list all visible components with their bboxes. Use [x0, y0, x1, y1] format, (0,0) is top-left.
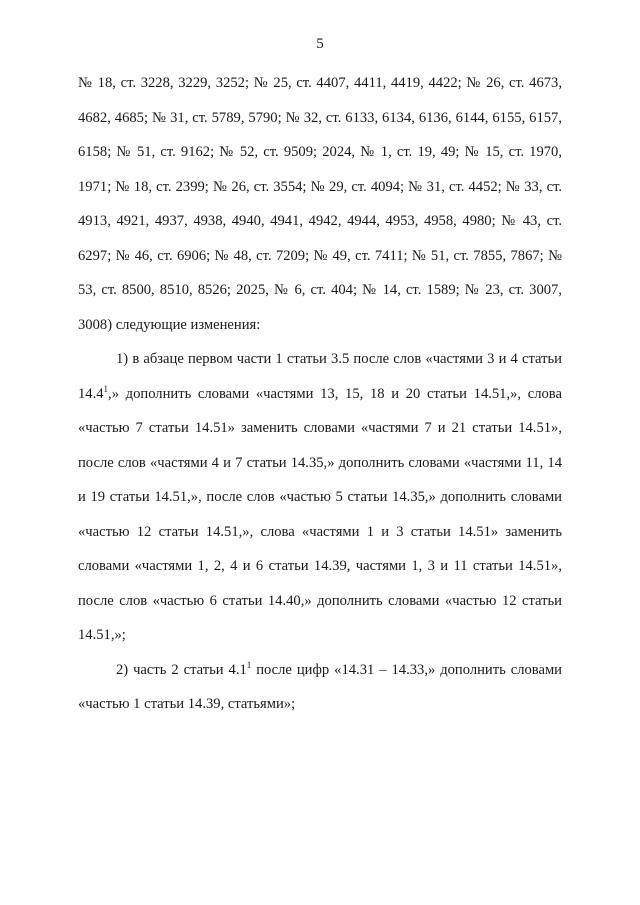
text-segment: после цифр «14.31 – 14.33,» дополнить словами «частью 1 статьи 14.39, статьями»;: [78, 661, 562, 712]
superscript: 1: [246, 659, 252, 670]
page-number: 5: [316, 36, 324, 52]
text-segment: 1) в абзаце первом части 1 статьи 3.5 после слов «частями 3 и 4 статьи 14.4: [78, 351, 562, 402]
text-segment: 2) часть 2 статьи 4.1: [116, 661, 247, 678]
text-segment: № 18, ст. 3228, 3229, 3252; № 25, ст. 4407, 4411, 4419, 4422; № 26, ст. 4673, 4682, 4685; № 31, ст. 5789, 5790; № 32, ст. 6133, 6134, 6136, 6144, 6155, 6157, 6158; № 51, ст. 9162; № 52, ст. 9509; 2024, № 1, ст. 19, 49; № 15, ст. 1970, 1971; № 18, ст. 2399; № 26, ст. 3554; № 29, ст. 4094; № 31, ст. 4452; № 33, ст. 4913, 4921, 4937, 4938, 4940, 4941, 4942, 4944, 4953, 4958, 4980; № 43, ст. 6297; № 46, ст. 6906; № 48, ст. 7209; № 49, ст. 7411; № 51, ст. 7855, 7867; № 53, ст. 8500, 8510, 8526; 2025, № 6, ст. 404; № 14, ст. 1589; № 23, ст. 3007, 3008) следующие изменения:: [78, 75, 562, 333]
text-segment: ,» дополнить словами «частями 13, 15, 18 и 20 статьи 14.51,», слова «частью 7 статьи 14.51» заменить словами «частями 7 и 21 статьи 14.51», после слов «частями 4 и 7 статьи 14.35,» дополнить словами «частями 11, 14 и 19 статьи 14.51,», после слов «частью 5 статьи 14.35,» дополнить словами «частью 12 статьи 14.51,», слова «частями 1 и 3 статьи 14.51» заменить словами «частями 1, 2, 4 и 6 статьи 14.39, частями 1, 3 и 11 статьи 14.51», после слов «частью 6 статьи 14.40,» дополнить словами «частью 12 статьи 14.51,»;: [78, 385, 562, 643]
paragraph-item-1: [78, 342, 562, 653]
superscript: 1: [103, 383, 109, 394]
paragraph-item-2: [78, 653, 562, 722]
document-body: [78, 66, 562, 722]
paragraph-continuation: [78, 66, 562, 342]
